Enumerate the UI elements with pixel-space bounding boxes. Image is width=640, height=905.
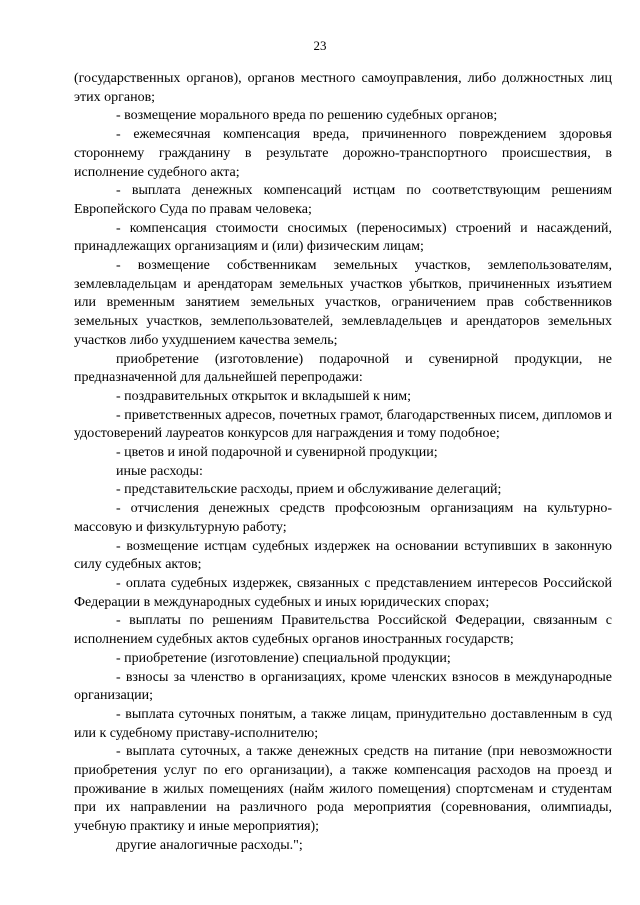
- paragraph: - оплата судебных издержек, связанных с представлением интересов Российской Федерации в международных судебных и иных юридических спорах;: [74, 575, 612, 610]
- paragraph: - выплата суточных, а также денежных средств на питание (при невозможности приобретения услуг по его организации), а также компенсация расходов на проезд и проживание в жилых помещениях (найм жилого помещения) спортсменам и студентам при их направлении на различного рода мероприятия (соревнования, олимпиады, учебную практику и иные мероприятия);: [74, 744, 612, 835]
- paragraph: - приветственных адресов, почетных грамот, благодарственных писем, дипломов и удостоверений лауреатов конкурсов для награждения и тому подобное;: [74, 407, 612, 442]
- paragraph: - выплаты по решениям Правительства Российской Федерации, связанным с исполнением судебных актов судебных органов иностранных государств;: [74, 613, 612, 648]
- paragraph: - ежемесячная компенсация вреда, причиненного повреждением здоровья стороннему гражданину в результате дорожно-транспортного происшествия, в исполнение судебного акта;: [74, 127, 612, 180]
- paragraph: - цветов и иной подарочной и сувенирной продукции;: [116, 445, 438, 461]
- paragraph: - компенсация стоимости сносимых (переносимых) строений и насаждений, принадлежащих организациям и (или) физическим лицам;: [74, 220, 612, 255]
- paragraph: - представительские расходы, прием и обслуживание делегаций;: [116, 482, 502, 498]
- paragraph: - выплата денежных компенсаций истцам по соответствующим решениям Европейского Суда по правам человека;: [74, 183, 612, 217]
- paragraph: - возмещение морального вреда по решению судебных органов;: [116, 108, 498, 124]
- paragraph: (государственных органов), органов местного самоуправления, либо должностных лиц этих органов;: [74, 71, 612, 105]
- paragraph: - возмещение собственникам земельных участков, землепользователям, землевладельцам и арендаторам земельных участков убытков, причиненных изъятием или временным занятием земельных участков, ограничением прав собственников земельных участков, землепользователей, землевладельцев и арендаторов земельных участков либо ухудшением качества земель;: [74, 258, 612, 348]
- paragraph: иные расходы:: [116, 463, 203, 479]
- paragraph: - выплата суточных понятым, а также лицам, принудительно доставленным в суд или к судебному приставу-исполнителю;: [74, 706, 612, 741]
- paragraph: другие аналогичные расходы.";: [116, 837, 303, 853]
- document-body: [74, 70, 612, 856]
- paragraph: - приобретение (изготовление) специальной продукции;: [116, 650, 451, 666]
- paragraph: приобретение (изготовление) подарочной и сувенирной продукции, не предназначенной для дальнейшей перепродажи:: [74, 351, 612, 386]
- paragraph: - возмещение истцам судебных издержек на основании вступивших в законную силу судебных актов;: [74, 538, 612, 573]
- paragraph: - взносы за членство в организациях, кроме членских взносов в международные организации;: [74, 669, 612, 704]
- paragraph: - поздравительных открыток и вкладышей к ним;: [116, 388, 412, 404]
- page-number: 23: [313, 38, 327, 53]
- paragraph: - отчисления денежных средств профсоюзным организациям на культурно-массовую и физкультурную работу;: [74, 501, 612, 535]
